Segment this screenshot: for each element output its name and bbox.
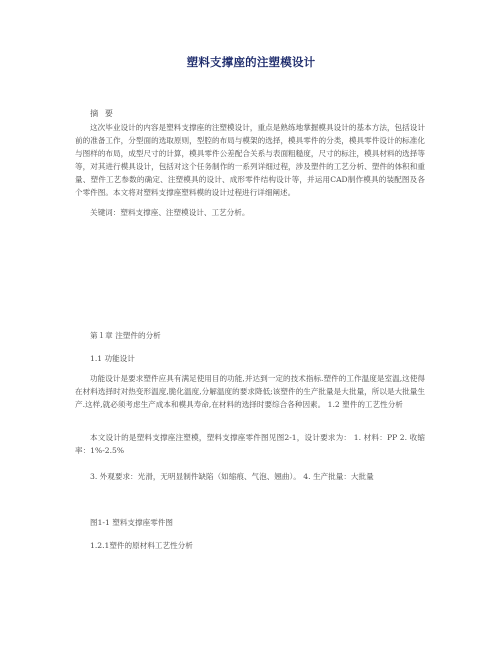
section-1-1-heading: 1.1 功能设计 [90,354,135,363]
design-requirements-paragraph: 本文设计的是塑料支撑座注塑模，塑料支撑座零件图见图2-1，设计要求为： 1. 材料：PP 2. 收缩率：1%-2.5% [75,433,425,455]
chapter-1-heading: 第１章 注塑件的分析 [90,331,161,340]
keywords-line: 关键词：塑料支撑座、注塑模设计、工艺分析。 [90,208,250,217]
abstract-paragraph: 这次毕业设计的内容是塑料支撑座的注塑模设计，重点是熟练地掌握模具设计的基本方法，包括设计前的准备工作，分型面的选取原则，型腔的布局与模架的选择，模具零件的分类，模具零件设计的标准化与图样的布局，成型尺寸的计算，模具零件公差配合关系与表面粗糙度，尺寸的标注，模具材料的选择等等，对其进行模具设计，包括对这个任务制作的一系列详细过程，涉及塑件的工艺分析、塑件的体积和重量、塑件工艺参数的确定、注塑模具的设计、成形零件结构设计等，并运用CAD制作模具的装配图及各个零件图。本文将对塑料支撑座塑料模的设计过程进行详细阐述。 [75,123,425,197]
function-design-paragraph: 功能设计是要求塑件应具有满足使用目的功能,并达到一定的技术指标.塑件的工作温度是室温,这使得在材料选择时对热变形温度,脆化温度,分解温度的要求降低;该塑件的生产批量是大批量，所以是大批量生产.这样,就必须考虑生产成本和模具寿命,在材料的选择时要综合各种因素。 1.2 塑件的工艺性分析 [75,374,425,409]
figure-caption: 图1-1 塑料支撑座零件图 [90,518,173,527]
section-1-2-1-heading: 1.2.1塑件的原材料工艺性分析 [90,541,193,550]
abstract-heading: 摘 要 [90,108,115,118]
document-title: 塑料支撑座的注塑模设计 [186,55,316,69]
appearance-batch-paragraph: 3. 外观要求：光滑，无明显制件缺陷（如缩痕、气泡、翘曲）。 4. 生产批量：大批量 [90,472,374,481]
